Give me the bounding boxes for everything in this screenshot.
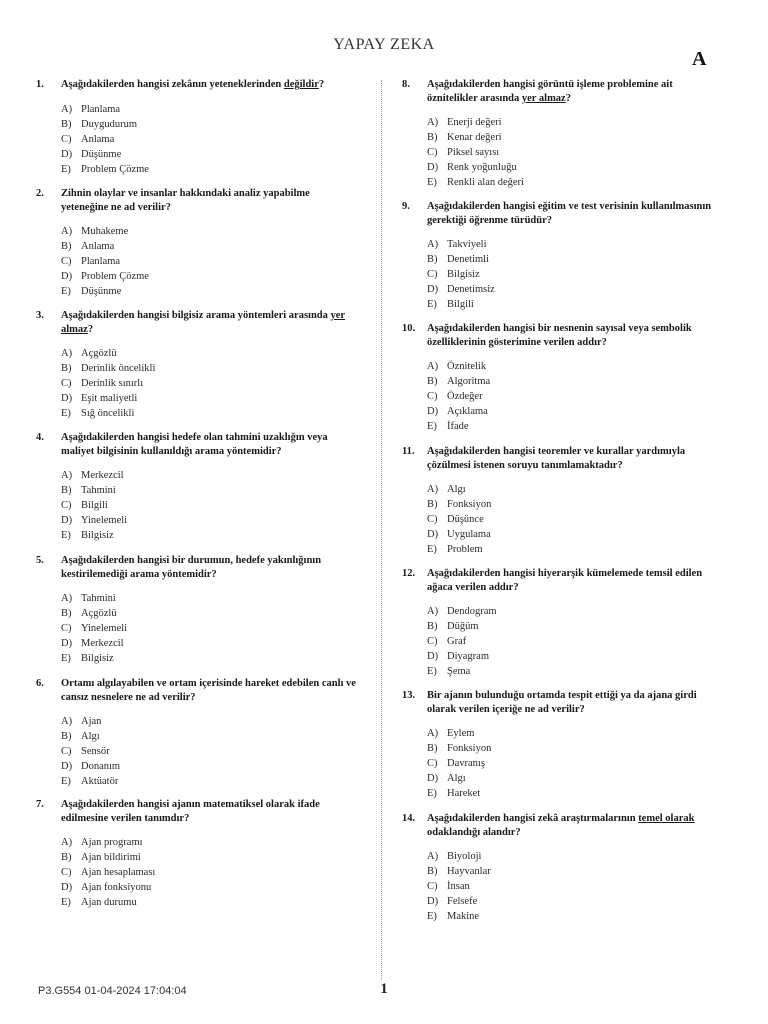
- question-7: [36, 798, 358, 910]
- underlined-keyword: değildir: [283, 79, 319, 90]
- option-b[interactable]: B) Ajan bildirimi: [61, 852, 141, 863]
- question-number: 10.: [402, 323, 416, 334]
- option-a[interactable]: A) Açgözlü: [61, 348, 117, 359]
- option-e[interactable]: E) Problem: [427, 544, 483, 555]
- option-e[interactable]: E) Bilgisiz: [61, 653, 114, 664]
- question-4: [36, 431, 358, 543]
- option-d[interactable]: D) Düşünme: [61, 148, 122, 160]
- option-d[interactable]: D) Eşit maliyetli: [61, 393, 138, 404]
- option-e[interactable]: E) Makine: [427, 911, 480, 922]
- option-a[interactable]: A) Takviyeli: [427, 239, 487, 250]
- question-number: 8.: [402, 79, 410, 90]
- question-3: [36, 309, 358, 421]
- question-10: [402, 322, 724, 434]
- option-d[interactable]: D) Denetimsiz: [427, 284, 495, 295]
- option-d[interactable]: D) Diyagram: [427, 651, 489, 662]
- option-e[interactable]: E) Şema: [427, 666, 471, 677]
- option-a[interactable]: A) Muhakeme: [61, 226, 129, 237]
- option-a[interactable]: A) Eylem: [427, 728, 475, 739]
- option-e[interactable]: E) Problem Çözme: [61, 163, 149, 175]
- question-12: [402, 567, 724, 679]
- question-text: 9. Aşağıdakilerden hangisi eğitim ve test verisinin kullanılmasının gerektiği öğrenme türüdür?: [402, 201, 712, 226]
- option-a[interactable]: A) Tahmini: [61, 593, 116, 604]
- option-e[interactable]: E) İfade: [427, 421, 469, 432]
- option-d[interactable]: D) Donanım: [61, 761, 121, 772]
- question-text: 10. Aşağıdakilerden hangisi bir nesnenin sayısal veya sembolik özelliklerinin gösterimine verilen addır?: [402, 323, 692, 348]
- option-list: [402, 726, 724, 801]
- option-a[interactable]: A) Biyoloji: [427, 851, 482, 862]
- option-c[interactable]: C) Düşünce: [427, 514, 484, 525]
- question-number: 3.: [36, 310, 44, 321]
- option-b[interactable]: B) Fonksiyon: [427, 743, 492, 754]
- option-d[interactable]: D) Yinelemeli: [61, 515, 128, 526]
- question-number: 5.: [36, 555, 44, 566]
- question-number: 1.: [36, 79, 44, 90]
- option-c[interactable]: C) Anlama: [61, 133, 115, 145]
- page-number: 1: [380, 981, 388, 997]
- option-list: [36, 591, 358, 666]
- option-a[interactable]: A) Merkezcil: [61, 470, 124, 481]
- option-b[interactable]: B) Anlama: [61, 241, 115, 252]
- option-b[interactable]: B) Duygudurum: [61, 118, 137, 130]
- option-list: [402, 849, 724, 924]
- option-b[interactable]: B) Fonksiyon: [427, 499, 492, 510]
- option-d[interactable]: D) Renk yoğunluğu: [427, 162, 517, 173]
- option-list: [402, 359, 724, 434]
- question-text: 3. Aşağıdakilerden hangisi bilgisiz arama yöntemleri arasında yer almaz?: [36, 310, 346, 335]
- option-e[interactable]: E) Düşünme: [61, 286, 122, 297]
- option-d[interactable]: D) Uygulama: [427, 529, 491, 540]
- option-a[interactable]: A) Planlama: [61, 103, 121, 115]
- question-5: [36, 554, 358, 666]
- question-text: 5. Aşağıdakilerden hangisi bir durumun, hedefe yakınlığının kestirilemediği arama yöntemidir?: [36, 555, 322, 580]
- question-text: 1. Aşağıdakilerden hangisi zekânın yeteneklerinden değildir?: [36, 79, 325, 90]
- option-c[interactable]: C) Özdeğer: [427, 391, 483, 402]
- option-b[interactable]: B) Tahmini: [61, 485, 116, 496]
- underlined-keyword: yer almaz: [521, 92, 566, 104]
- question-number: 7.: [36, 799, 44, 810]
- option-d[interactable]: D) Açıklama: [427, 406, 488, 417]
- option-c[interactable]: C) Derinlik sınırlı: [61, 378, 144, 389]
- question-11: [402, 445, 724, 557]
- option-list: [36, 714, 358, 789]
- option-e[interactable]: E) Sığ öncelikli: [61, 408, 135, 419]
- option-b[interactable]: B) Açgözlü: [61, 608, 117, 619]
- option-a[interactable]: A) Ajan: [61, 716, 102, 727]
- question-text: 4. Aşağıdakilerden hangisi hedefe olan tahmini uzaklığın veya maliyet bilgisinin kullanıldığı arama yöntemidir?: [36, 432, 328, 457]
- option-c[interactable]: C) Bilgili: [61, 500, 108, 511]
- option-list: [402, 115, 724, 190]
- booklet-letter: A: [692, 48, 707, 70]
- option-c[interactable]: C) Bilgisiz: [427, 269, 480, 280]
- question-number: 14.: [402, 813, 416, 824]
- question-14: [402, 812, 724, 924]
- column-divider: [381, 80, 382, 980]
- question-text: 8. Aşağıdakilerden hangisi görüntü işleme problemine ait öznitelikler arasında yer almaz?: [402, 79, 673, 104]
- document-code: P3.G554 01-04-2024 17:04:04: [38, 985, 187, 997]
- question-text: 13. Bir ajanın bulunduğu ortamda tespit ettiği ya da ajana girdi olarak verilen içeriğe ne ad verilir?: [402, 690, 697, 715]
- question-number: 6.: [36, 678, 44, 689]
- question-number: 9.: [402, 201, 410, 212]
- question-1: [36, 78, 358, 177]
- underlined-keyword: temel olarak: [638, 813, 695, 824]
- option-c[interactable]: C) Graf: [427, 636, 467, 647]
- option-c[interactable]: C) Yinelemeli: [61, 623, 128, 634]
- option-a[interactable]: A) Dendogram: [427, 606, 497, 617]
- option-c[interactable]: C) Sensör: [61, 746, 110, 757]
- option-list: [402, 482, 724, 557]
- question-8: [402, 78, 724, 190]
- option-list: [36, 346, 358, 421]
- option-d[interactable]: D) Felsefe: [427, 896, 478, 907]
- option-list: [36, 102, 358, 177]
- question-number: 2.: [36, 188, 44, 199]
- question-number: 4.: [36, 432, 44, 443]
- option-c[interactable]: C) Planlama: [61, 256, 121, 267]
- option-a[interactable]: A) Ajan programı: [61, 837, 143, 848]
- question-text: 12. Aşağıdakilerden hangisi hiyerarşik kümelemede temsil edilen ağaca verilen addır?: [402, 568, 703, 593]
- question-text: 7. Aşağıdakilerden hangisi ajanın matematiksel olarak ifade edilmesine verilen tanımdır?: [36, 799, 320, 824]
- option-e[interactable]: E) Ajan durumu: [61, 897, 137, 908]
- question-number: 13.: [402, 690, 416, 701]
- option-list: [36, 835, 358, 910]
- option-a[interactable]: A) Enerji değeri: [427, 117, 502, 128]
- option-e[interactable]: E) Bilgili: [427, 299, 474, 310]
- option-b[interactable]: B) Düğüm: [427, 621, 479, 632]
- question-2: [36, 187, 358, 299]
- option-e[interactable]: E) Hareket: [427, 788, 481, 799]
- exam-title: YAPAY ZEKA: [333, 36, 435, 53]
- option-e[interactable]: E) Bilgisiz: [61, 530, 114, 541]
- option-a[interactable]: A) Algı: [427, 484, 466, 495]
- option-b[interactable]: B) Denetimli: [427, 254, 489, 265]
- question-number: 12.: [402, 568, 416, 579]
- question-text: 11. Aşağıdakilerden hangisi teoremler ve kurallar yardımıyla çözülmesi istenen soruyu tanımlamaktadır?: [402, 446, 686, 471]
- option-c[interactable]: C) Davranış: [427, 758, 485, 769]
- option-list: [36, 468, 358, 543]
- option-b[interactable]: B) Hayvanlar: [427, 866, 491, 877]
- question-number: 11.: [402, 446, 415, 457]
- option-d[interactable]: D) Ajan fonksiyonu: [61, 882, 152, 893]
- option-e[interactable]: E) Aktüatör: [61, 776, 119, 787]
- option-b[interactable]: B) Algoritma: [427, 376, 491, 387]
- option-c[interactable]: C) İnsan: [427, 881, 470, 892]
- option-b[interactable]: B) Derinlik öncelikli: [61, 363, 156, 374]
- question-text: 14. Aşağıdakilerden hangisi zekâ araştırmalarının temel olarak odaklandığı alandır?: [402, 813, 695, 838]
- option-list: [402, 604, 724, 679]
- option-list: [402, 237, 724, 312]
- question-text: 2. Zihnin olaylar ve insanlar hakkındaki analiz yapabilme yeteneğine ne ad verilir?: [36, 188, 310, 213]
- underlined-keyword: yer almaz: [61, 310, 346, 335]
- question-9: [402, 200, 724, 312]
- option-c[interactable]: C) Ajan hesaplaması: [61, 867, 156, 878]
- option-d[interactable]: D) Merkezcil: [61, 638, 124, 649]
- question-6: [36, 677, 358, 789]
- option-a[interactable]: A) Öznitelik: [427, 361, 487, 372]
- option-c[interactable]: C) Piksel sayısı: [427, 147, 500, 158]
- option-d[interactable]: D) Algı: [427, 773, 466, 784]
- option-list: [36, 224, 358, 299]
- question-13: [402, 689, 724, 801]
- option-b[interactable]: B) Algı: [61, 731, 100, 742]
- option-d[interactable]: D) Problem Çözme: [61, 271, 149, 282]
- option-e[interactable]: E) Renkli alan değeri: [427, 177, 524, 188]
- option-b[interactable]: B) Kenar değeri: [427, 132, 502, 143]
- question-text: 6. Ortamı algılayabilen ve ortam içerisinde hareket edebilen canlı ve cansız nesnelere ne ad verilir?: [36, 678, 356, 703]
